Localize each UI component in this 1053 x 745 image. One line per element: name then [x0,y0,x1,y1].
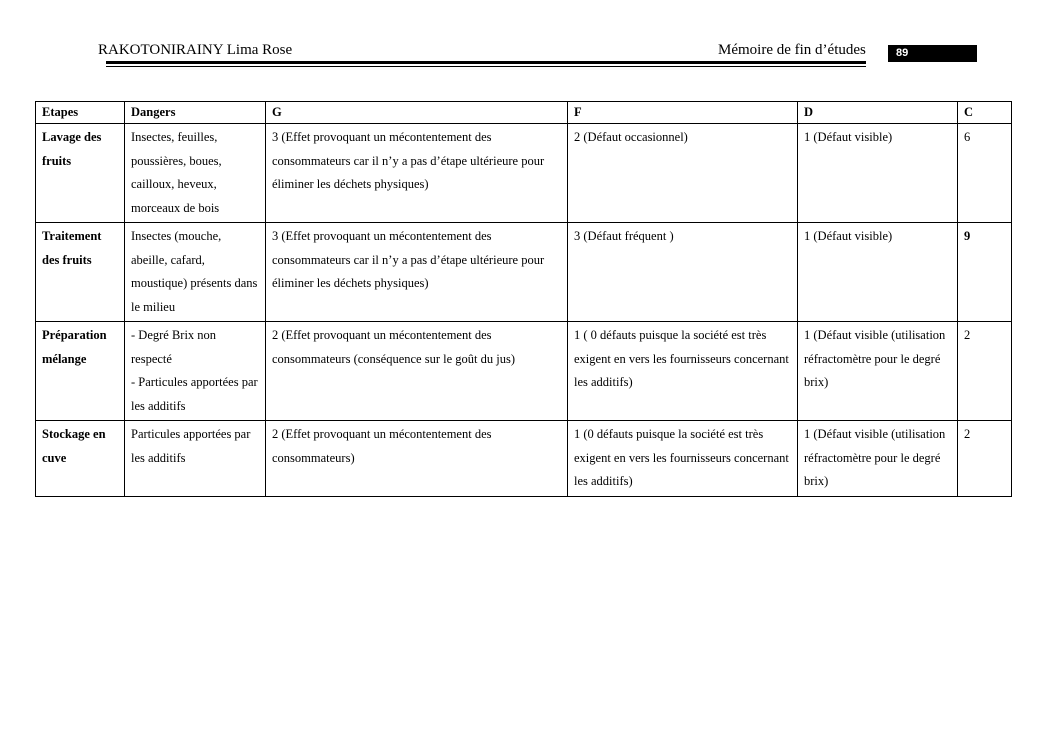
table-row [36,322,1012,421]
document-title: Mémoire de fin d’études [718,42,866,58]
cell-c: 9 [958,223,1012,322]
table-header-row [36,102,1012,124]
cell-f: 3 (Défaut fréquent ) [568,223,798,322]
cell-g: 2 (Effet provoquant un mécontentement des consommateurs) [266,421,568,497]
cell-g: 3 (Effet provoquant un mécontentement des consommateurs car il n’y a pas d’étape ultérieure pour éliminer les déchets physiques) [266,124,568,223]
cell-dangers: Particules apportées par les additifs [125,421,266,497]
header-rule-thick [106,61,866,64]
page-number: 89 [896,47,909,59]
danger-item: - Degré Brix non respecté [131,328,217,366]
danger-item: - Particules apportées par les additifs [131,375,258,413]
column-header-c: C [958,102,1012,124]
cell-c: 2 [958,421,1012,497]
column-header-g: G [266,102,568,124]
cell-c: 6 [958,124,1012,223]
cell-d: 1 (Défaut visible) [798,223,958,322]
cell-dangers: Insectes (mouche, abeille, cafard, moustique) présents dans le milieu [125,223,266,322]
cell-dangers: Insectes, feuilles, poussières, boues, cailloux, heveux, morceaux de bois [125,124,266,223]
table-row [36,124,1012,223]
column-header-d: D [798,102,958,124]
cell-f: 2 (Défaut occasionnel) [568,124,798,223]
cell-etape: Stockage en cuve [36,421,125,497]
table-row [36,421,1012,497]
cell-d: 1 (Défaut visible) [798,124,958,223]
cell-g: 2 (Effet provoquant un mécontentement des consommateurs (conséquence sur le goût du jus) [266,322,568,421]
cell-c: 2 [958,322,1012,421]
page-number-badge [888,45,977,62]
cell-etape: Traitement des fruits [36,223,125,322]
cell-f: 1 (0 défauts puisque la société est très exigent en vers les fournisseurs concernant les additifs) [568,421,798,497]
cell-g: 3 (Effet provoquant un mécontentement des consommateurs car il n’y a pas d’étape ultérieure pour éliminer les déchets physiques) [266,223,568,322]
cell-dangers [125,322,266,421]
cell-d: 1 (Défaut visible (utilisation réfractomètre pour le degré brix) [798,421,958,497]
column-header-dangers: Dangers [125,102,266,124]
cell-etape: Préparation mélange [36,322,125,421]
page-header [0,0,1053,70]
cell-etape: Lavage des fruits [36,124,125,223]
cell-d: 1 (Défaut visible (utilisation réfractomètre pour le degré brix) [798,322,958,421]
column-header-etapes: Etapes [36,102,125,124]
table-row [36,223,1012,322]
header-rule-thin [106,66,866,67]
author-name: RAKOTONIRAINY Lima Rose [98,42,293,58]
column-header-f: F [568,102,798,124]
risk-assessment-table [35,101,1012,497]
cell-f: 1 ( 0 défauts puisque la société est très exigent en vers les fournisseurs concernant les additifs) [568,322,798,421]
